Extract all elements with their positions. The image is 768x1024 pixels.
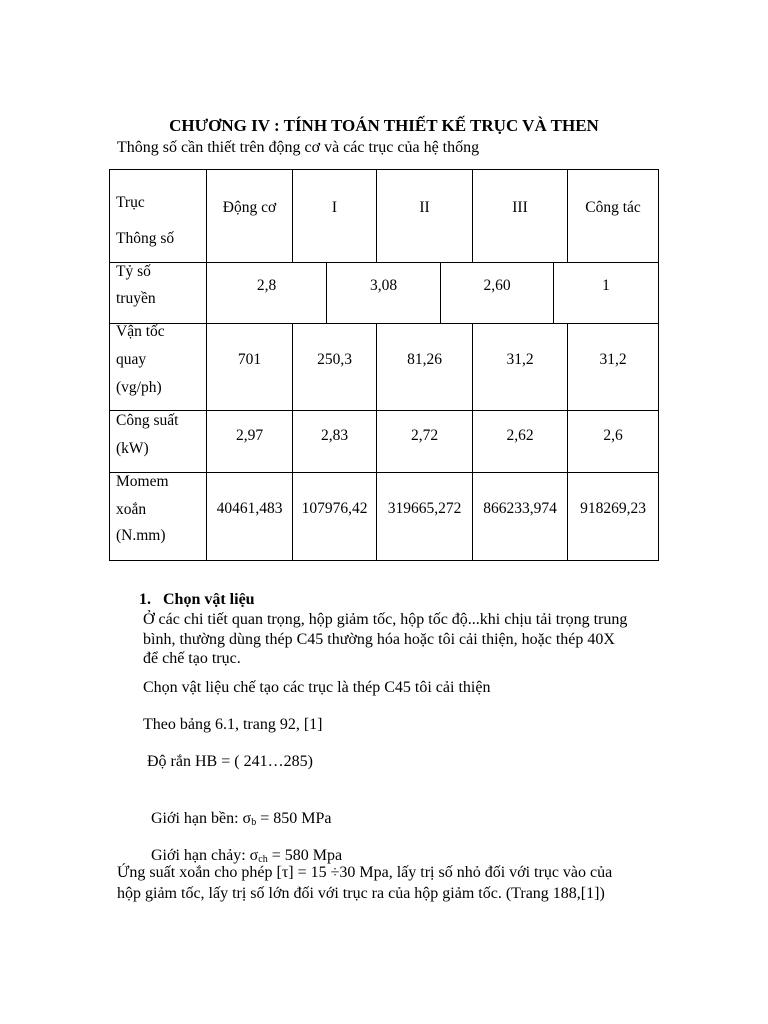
torsion-stress-line: hộp giảm tốc, lấy trị số lớn đối với trục ra của hộp giảm tốc. (Trang 188,[1]): [117, 885, 605, 902]
header-motor: Động cơ: [222, 199, 277, 216]
ratio-value: 1: [602, 277, 610, 294]
table-border-bottom: [109, 560, 659, 561]
table-corner-top: Trục: [116, 194, 145, 211]
yield-strength-suffix: = 580 Mpa: [267, 846, 343, 864]
header-working: Công tác: [585, 199, 641, 216]
ultimate-strength-prefix: Giới hạn bền: σ: [151, 809, 252, 827]
row-label-speed-3: (vg/ph): [116, 379, 162, 396]
torsion-stress-line: Ứng suất xoắn cho phép [τ] = 15 ÷30 Mpa, lấy trị số nhỏ đối với trục vào của: [117, 864, 613, 881]
speed-value: 31,2: [599, 351, 627, 368]
power-value: 2,97: [235, 427, 264, 444]
header-shaft-1: I: [331, 199, 338, 216]
chapter-title: CHƯƠNG IV : TÍNH TOÁN THIẾT KẾ TRỤC VÀ THEN: [169, 116, 599, 135]
power-value: 2,72: [410, 427, 439, 444]
row-label-power-1: Công suất: [116, 412, 179, 429]
speed-value: 701: [237, 351, 262, 368]
ultimate-strength-suffix: = 850 MPa: [256, 809, 332, 827]
section-number: 1.: [139, 591, 151, 608]
paragraph-line: để chế tạo trục.: [143, 650, 241, 667]
row-label-ratio-2: truyền: [116, 290, 156, 307]
yield-strength-prefix: Giới hạn chảy: σ: [151, 846, 259, 864]
row-label-torque-1: Momem: [116, 473, 169, 490]
hardness: Độ rắn HB = ( 241…285): [143, 753, 313, 770]
paragraph-line: Ở các chi tiết quan trọng, hộp giảm tốc, hộp tốc độ...khi chịu tải trọng trung: [143, 611, 628, 628]
row-label-ratio-1: Tỷ số: [116, 263, 151, 280]
material-choice: Chọn vật liệu chế tạo các trục là thép C45 tôi cải thiện: [143, 679, 491, 696]
header-shaft-3: III: [512, 199, 528, 216]
yield-strength-subscript: ch: [258, 853, 268, 865]
ratio-value: 2,60: [483, 277, 511, 294]
torque-value: 319665,272: [387, 500, 462, 517]
table-border-top: [109, 169, 659, 170]
table-row-divider: [109, 410, 659, 411]
torque-value: 107976,42: [301, 500, 368, 517]
table-row-divider: [109, 262, 659, 263]
row-label-power-2: (kW): [116, 440, 149, 457]
torque-value: 40461,483: [216, 500, 283, 517]
table-border-right: [658, 169, 659, 561]
speed-value: 31,2: [506, 351, 534, 368]
torque-value: 918269,23: [580, 500, 646, 517]
power-value: 2,62: [506, 427, 534, 444]
row-label-speed-2: quay: [116, 351, 147, 368]
ratio-value: 2,8: [256, 277, 277, 294]
table-row-divider: [109, 323, 659, 324]
table-reference: Theo bảng 6.1, trang 92, [1]: [143, 716, 323, 733]
speed-value: 81,26: [407, 351, 442, 368]
power-value: 2,83: [320, 427, 349, 444]
power-value: 2,6: [603, 427, 623, 444]
section-heading: Chọn vật liệu: [163, 591, 255, 608]
table-border-left: [109, 169, 110, 561]
row-label-torque-3: (N.mm): [116, 527, 166, 544]
speed-value: 250,3: [317, 351, 352, 368]
torque-value: 866233,974: [483, 500, 557, 517]
row-label-speed-1: Vận tốc: [116, 323, 165, 340]
row-label-torque-2: xoắn: [116, 501, 147, 518]
table-row-divider: [109, 472, 659, 473]
table-caption: Thông số cần thiết trên động cơ và các trục của hệ thống: [117, 139, 480, 156]
ratio-value: 3,08: [369, 277, 398, 294]
ultimate-strength-subscript: b: [251, 816, 257, 828]
header-shaft-2: II: [419, 199, 430, 216]
table-corner-bottom: Thông số: [116, 230, 175, 247]
paragraph-line: bình, thường dùng thép C45 thường hóa hoặc tôi cải thiện, hoặc thép 40X: [143, 631, 615, 648]
